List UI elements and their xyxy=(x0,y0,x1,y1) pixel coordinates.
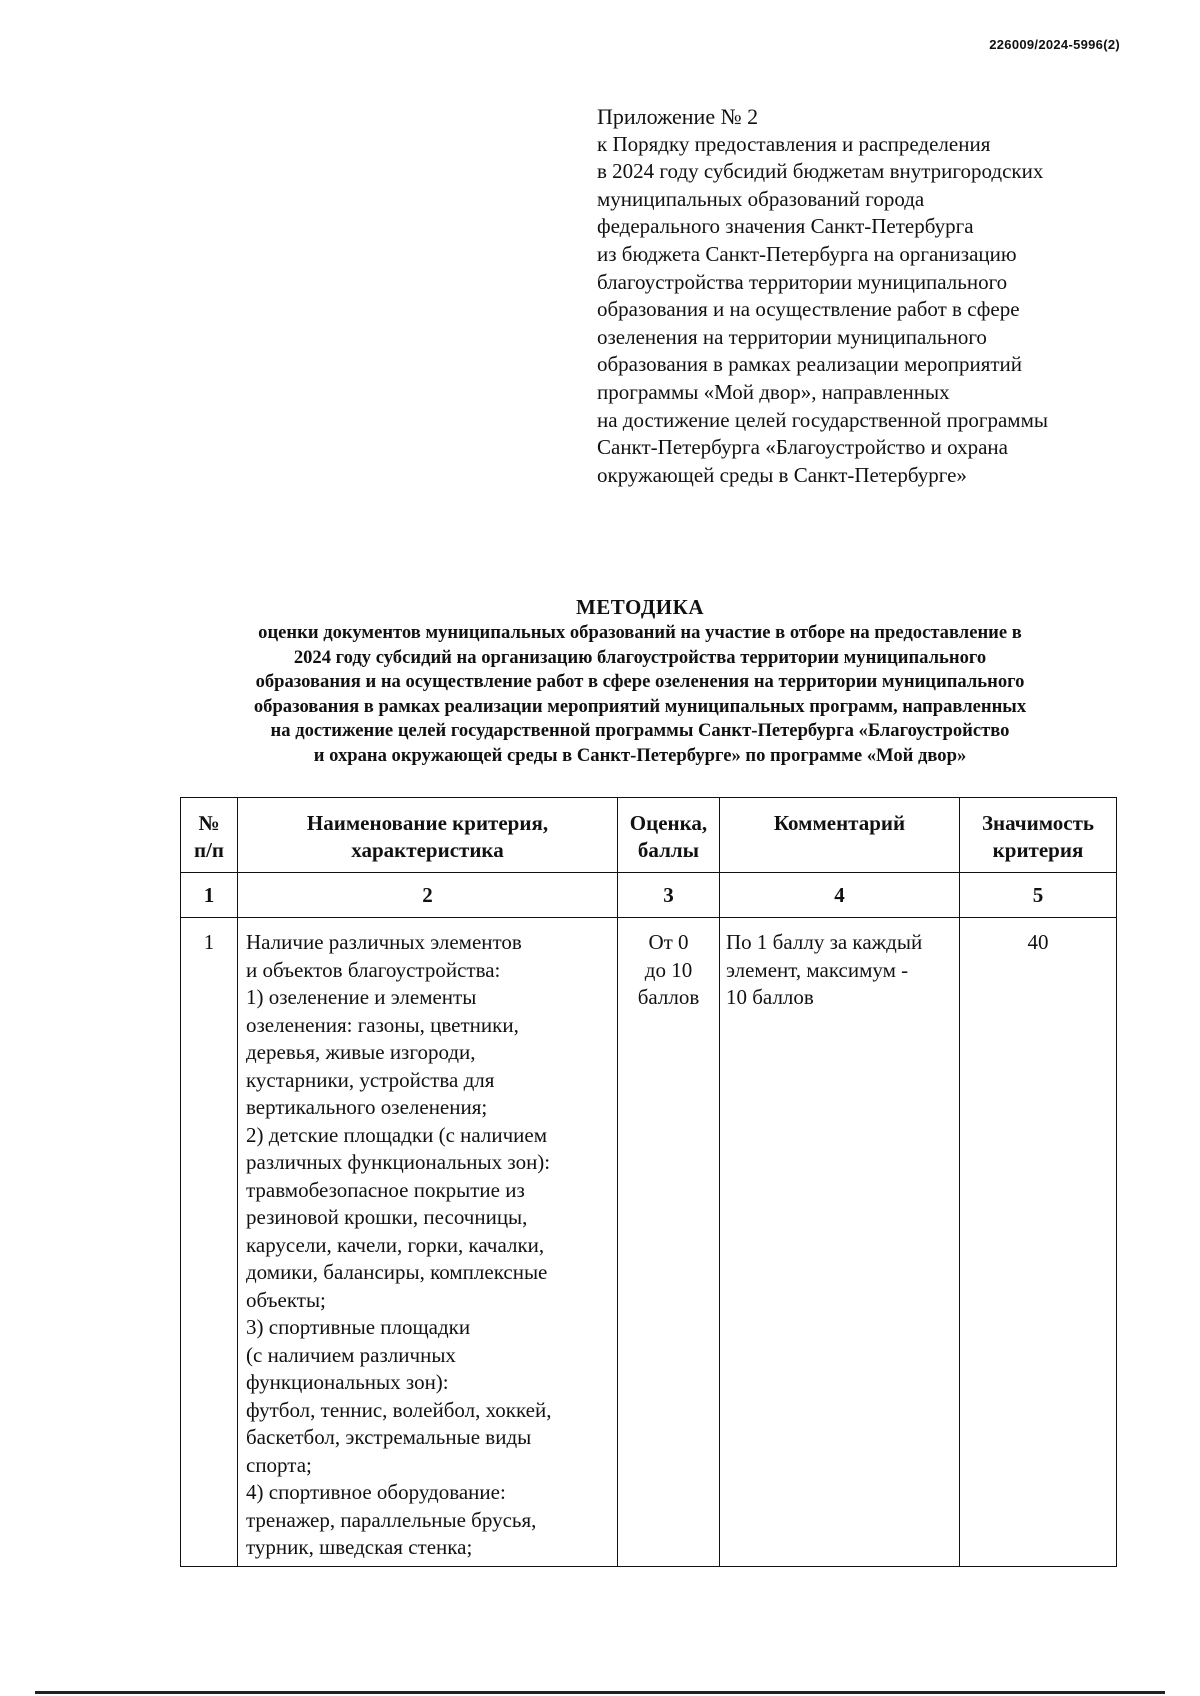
appendix-block xyxy=(597,103,1137,489)
criterion-line: турник, шведская стенка; xyxy=(246,1535,473,1559)
criterion-line: деревья, живые изгороди, xyxy=(246,1040,476,1064)
row-number: 1 xyxy=(181,918,238,1567)
criterion-line: карусели, качели, горки, качалки, xyxy=(246,1232,545,1257)
criteria-table xyxy=(180,797,1117,1567)
header-score-line2: баллы xyxy=(637,838,700,862)
appendix-line: из бюджета Санкт-Петербурга на организацию xyxy=(597,241,1017,266)
header-criterion-name-line1: Наименование критерия, xyxy=(306,811,549,835)
criterion-line: кустарники, устройства для xyxy=(246,1067,495,1092)
methodology-subtitle-line: 2024 году субсидий на организацию благоустройства территории муниципального xyxy=(293,646,987,668)
criterion-line: 3) спортивные площадки xyxy=(246,1315,471,1339)
header-number-line2: п/п xyxy=(193,838,225,862)
criterion-weight: 40 xyxy=(960,918,1117,1567)
criterion-line: 1) озеленение и элементы xyxy=(246,985,477,1009)
score-range xyxy=(618,918,720,1567)
methodology-subtitle-line: образования и на осуществление работ в сфере озеленения на территории муниципального xyxy=(255,671,1025,693)
criterion-line: различных функциональных зон): xyxy=(246,1150,551,1174)
criterion-line: травмобезопасное покрытие из xyxy=(246,1177,525,1202)
criterion-line: 4) спортивное оборудование: xyxy=(246,1480,506,1504)
criterion-line: функциональных зон): xyxy=(246,1370,449,1394)
header-comment-label: Комментарий xyxy=(773,811,906,835)
table-header-row xyxy=(181,798,1117,873)
methodology-heading xyxy=(150,593,1130,769)
column-number: 1 xyxy=(181,873,238,918)
appendix-line: федерального значения Санкт-Петербурга xyxy=(597,214,974,239)
methodology-subtitle-line: и охрана окружающей среды в Санкт-Петербурге» по программе «Мой двор» xyxy=(313,744,967,766)
criterion-line: озеленения: газоны, цветники, xyxy=(246,1012,519,1037)
score-line: баллов xyxy=(637,985,700,1009)
appendix-line: к Порядку предоставления и распределения xyxy=(597,131,991,156)
appendix-title: Приложение № 2 xyxy=(597,104,759,129)
appendix-line: программы «Мой двор», направленных xyxy=(597,379,950,404)
appendix-line: окружающей среды в Санкт-Петербурге» xyxy=(597,462,967,487)
appendix-line: в 2024 году субсидий бюджетам внутригородских xyxy=(597,159,1044,184)
header-number-line1: № xyxy=(198,811,220,835)
criterion-line: и объектов благоустройства: xyxy=(246,957,501,982)
criterion-line: объекты; xyxy=(246,1287,326,1312)
criterion-line: (с наличием различных xyxy=(246,1342,456,1367)
score-line: до 10 xyxy=(644,957,693,982)
column-number: 5 xyxy=(960,873,1117,918)
appendix-line: Санкт-Петербурга «Благоустройство и охрана xyxy=(597,435,1008,460)
header-number xyxy=(181,798,238,873)
appendix-line: благоустройства территории муниципального xyxy=(597,269,1008,294)
methodology-subtitle-line: на достижение целей государственной программы Санкт-Петербурга «Благоустройство xyxy=(270,720,1010,742)
criterion-line: резиновой крошки, песочницы, xyxy=(246,1205,528,1229)
header-weight xyxy=(960,798,1117,873)
column-number: 3 xyxy=(618,873,720,918)
criterion-line: 2) детские площадки (с наличием xyxy=(246,1122,548,1147)
score-line: От 0 xyxy=(648,930,689,954)
document-registration-number: 226009/2024-5996(2) xyxy=(989,37,1120,52)
appendix-line: образования и на осуществление работ в сфере xyxy=(597,297,1020,322)
header-weight-line1: Значимость xyxy=(981,811,1095,835)
header-comment xyxy=(720,798,960,873)
methodology-subtitle-line: оценки документов муниципальных образований на участие в отборе на предоставление в xyxy=(258,622,1022,643)
criterion-line: Наличие различных элементов xyxy=(246,930,522,954)
criterion-line: тренажер, параллельные брусья, xyxy=(246,1507,537,1532)
criterion-comment xyxy=(720,918,960,1567)
criterion-line: спорта; xyxy=(246,1452,312,1477)
header-weight-line2: критерия xyxy=(992,838,1084,862)
methodology-title: МЕТОДИКА xyxy=(575,595,705,619)
appendix-line: муниципальных образований города xyxy=(597,186,925,211)
appendix-line: образования в рамках реализации мероприятий xyxy=(597,352,1023,377)
header-criterion-name-line2: характеристика xyxy=(351,838,504,862)
column-number: 2 xyxy=(238,873,618,918)
appendix-line: на достижение целей государственной программы xyxy=(597,407,1048,432)
criterion-line: вертикального озеленения; xyxy=(246,1095,488,1119)
appendix-line: озеленения на территории муниципального xyxy=(597,324,987,349)
criterion-line: футбол, теннис, волейбол, хоккей, xyxy=(246,1397,552,1422)
column-number-row xyxy=(181,873,1117,918)
header-score xyxy=(618,798,720,873)
scan-bottom-edge xyxy=(35,1691,1165,1694)
column-number: 4 xyxy=(720,873,960,918)
criterion-line: баскетбол, экстремальные виды xyxy=(246,1425,532,1449)
criterion-description xyxy=(238,918,618,1567)
comment-line: По 1 баллу за каждый xyxy=(726,930,923,954)
header-score-line1: Оценка, xyxy=(629,811,708,835)
methodology-subtitle-line: образования в рамках реализации мероприятий муниципальных программ, направленных xyxy=(253,695,1027,717)
criterion-line: домики, балансиры, комплексные xyxy=(246,1260,548,1284)
comment-line: элемент, максимум - xyxy=(726,957,909,982)
comment-line: 10 баллов xyxy=(726,985,814,1009)
table-row xyxy=(181,918,1117,1567)
header-criterion-name xyxy=(238,798,618,873)
